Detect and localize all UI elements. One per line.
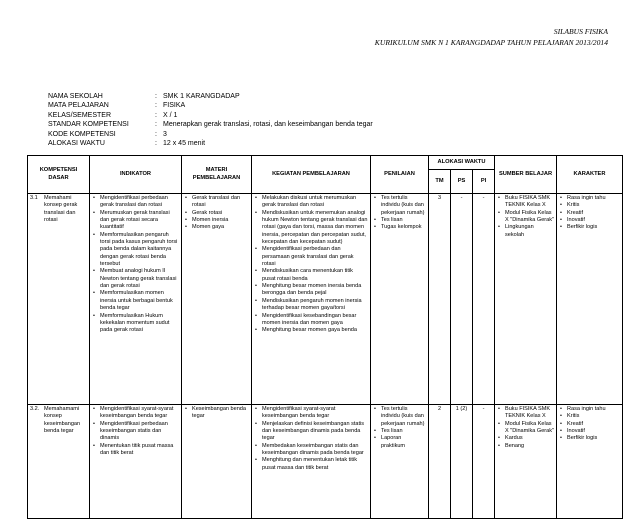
list-item: • Melakukan diskusi untuk merumuskan gerak translasi dan rotasi [254,195,368,210]
identity-colon: : [155,130,157,138]
identity-value: FISIKA [163,102,186,110]
table-row [28,194,623,405]
identity-row [48,101,373,110]
list-item: • Inovatif [559,428,620,435]
header-kegiatan: KEGIATAN PEMBELAJARAN [252,156,371,194]
identity-value: 12 x 45 menit [163,140,206,148]
identity-row [48,130,373,139]
list-item: • Tugas kelompok [373,224,426,231]
identity-value: Menerapkan gerak translasi, rotasi, dan keseimbangan benda tegar [163,121,373,129]
kd-text: Memahami konsep gerak translasi dan rotasi [44,195,78,224]
document-header [375,26,608,48]
list-item: • Tes lisan [373,428,426,435]
list-item: • Memformulasikan momen inersia untuk berbagai bentuk benda tegar [92,290,179,312]
list-item: • Mendiskusikan pengaruh momen inersia terhadap besar momen gaya/torsi [254,298,368,313]
list-item: • Kardus [497,435,554,442]
list-item: • Keseimbangan benda tegar [184,406,249,421]
list-item: • Mendiskusikan untuk menemukan analogi hukum Newton tentang gerak translasi dan rotasi (gaya dan torsi, massa dan momen inersia, percepatan dan percepatan sudut, kecepatan dan kecepatan sudut) [254,210,368,247]
list-item: • Mendiskusikan cara menentukan titik pusat rotasi benda [254,268,368,283]
identity-row [48,92,373,101]
sumber-cell [495,405,557,519]
identity-label: MATA PELAJARAN [48,102,109,110]
list-item: • Gerak translasi dan rotasi [184,195,249,210]
identity-block [48,92,373,148]
list-item: • Memformulasikan pengaruh torsi pada kasus pengaruh torsi pada benda dalam kaitannya dengan gerak rotasi benda tersebut [92,232,179,269]
penilaian-cell [371,405,429,519]
identity-label: KODE KOMPETENSI [48,130,116,138]
list-item: • Modul Fisika Kelas X "Dinamika Gerak" [497,210,554,225]
kd-number: 3.2. [30,406,40,412]
identity-value: SMK 1 KARANGDADAP [163,93,240,100]
list-item: • Benang [497,443,554,450]
list-item: • Modul Fisika Kelas X "Dinamika Gerak" [497,421,554,436]
table-row [28,405,623,519]
identity-value: X / 1 [163,111,178,119]
kegiatan-cell [252,405,371,519]
list-item: • Mengidentifikasi kesebandingan besar momen inersia dan momen gaya [254,313,368,328]
identity-colon: : [155,102,157,110]
list-item: • Mengidentifikasi perbedaan dan persamaan gerak translasi dan gerak rotasi [254,246,368,268]
materi-cell [182,194,252,405]
list-item: • Mengidentifikasi perbedaan keseimbangan statis dan dinamis [92,421,179,443]
list-item: • Merumuskan gerak translasi dan gerak rotasi secara kuantitatif [92,210,179,232]
list-item: • Tes tertulis individu (kuis dan pekerjaan rumah) [373,195,426,217]
list-item: • Berfikir logis [559,435,620,442]
ps-cell: 1 (2) [451,405,473,519]
identity-colon: : [155,121,157,129]
list-item: • Kritis [559,413,620,420]
list-item: • Lingkungan sekolah [497,224,554,239]
list-item: • Menghitung besar momen inersia benda berongga dan benda pejal [254,283,368,298]
list-item: • Tes tertulis individu (kuis dan pekerjaan rumah) [373,406,426,428]
kd-number: 3.1 [30,195,38,201]
list-item: • Menjelaskan definisi keseimbangan statis dan keseimbangan dinamis pada benda tegar [254,421,368,443]
list-item: • Momen inersia [184,217,249,224]
header-indikator: INDIKATOR [90,156,182,194]
sumber-cell [495,194,557,405]
list-item: • Membuat analogi hukum II Newton tentang gerak translasi dan gerak rotasi [92,268,179,290]
list-item: • Rasa ingin tahu [559,406,620,413]
karakter-cell [557,194,623,405]
syllabus-table [27,155,623,519]
identity-label: STANDAR KOMPETENSI [48,121,129,129]
list-item: • Buku FISIKA SMK TEKNIK Kelas X [497,195,554,210]
list-item: • Menghitung dan menentukan letak titik pusat massa dan titik berat [254,457,368,472]
tm-cell: 2 [429,405,451,519]
header-materi: MATERI PEMBELAJARAN [182,156,252,194]
list-item: • Kritis [559,202,620,209]
pi-cell: - [473,194,495,405]
header-kompetensi-dasar: KOMPETENSI DASAR [28,156,90,194]
pi-cell: - [473,405,495,519]
header-alokasi-waktu: ALOKASI WAKTU [429,156,495,170]
identity-label: ALOKASI WAKTU [48,140,105,148]
identity-row [48,139,373,148]
kd-cell [28,194,90,405]
list-item: • Tes lisan [373,217,426,224]
ps-cell: - [451,194,473,405]
list-item: • Buku FISIKA SMK TEKNIK Kelas X [497,406,554,421]
list-item: • Mengidentifikasi syarat-syarat keseimbangan benda tegar [254,406,368,421]
list-item: • Menghitung besar momen gaya benda [254,327,368,334]
list-item: • Berfikir logis [559,224,620,231]
list-item: • Memformulasikan Hukum kekekalan momentum sudut pada gerak rotasi [92,313,179,335]
document-title: SILABUS FISIKA [553,27,608,36]
identity-row [48,120,373,129]
list-item: • Rasa ingin tahu [559,195,620,202]
tm-cell: 3 [429,194,451,405]
list-item: • Momen gaya [184,224,249,231]
kegiatan-cell [252,194,371,405]
kd-cell [28,405,90,519]
header-karakter: KARAKTER [557,156,623,194]
penilaian-cell [371,194,429,405]
indikator-cell [90,405,182,519]
header-sumber-belajar: SUMBER BELAJAR [495,156,557,194]
header-ps: PS [451,170,473,194]
list-item: • Laporan praktikum [373,435,426,450]
identity-colon: : [155,111,157,119]
list-item: • Inovatif [559,217,620,224]
header-penilaian: PENILAIAN [371,156,429,194]
header-tm: TM [429,170,451,194]
list-item: • Kreatif [559,421,620,428]
karakter-cell [557,405,623,519]
list-item: • Mengidentifikasi perbedaan gerak translasi dan rotasi [92,195,179,210]
identity-row [48,111,373,120]
identity-value: 3 [163,130,167,138]
materi-cell [182,405,252,519]
header-pi: PI [473,170,495,194]
list-item: • Mengidentifikasi syarat-syarat keseimbangan benda tegar [92,406,179,421]
identity-label: KELAS/SEMESTER [48,111,112,119]
identity-label: NAMA SEKOLAH [48,93,103,100]
identity-colon: : [155,140,157,148]
list-item: • Menentukan titik pusat massa dan titik berat [92,443,179,458]
list-item: • Kreatif [559,210,620,217]
identity-colon: : [155,93,157,100]
list-item: • Gerak rotasi [184,210,249,217]
kd-text: Memahamami konsep keseimbangan benda tegar [44,406,81,435]
indikator-cell [90,194,182,405]
document-subtitle: KURIKULUM SMK N 1 KARANGDADAP TAHUN PELAJARAN 2013/2014 [374,38,608,47]
list-item: • Membedakan keseimbangan statis dan keseimbangan dinamis pada benda tegar [254,443,368,458]
